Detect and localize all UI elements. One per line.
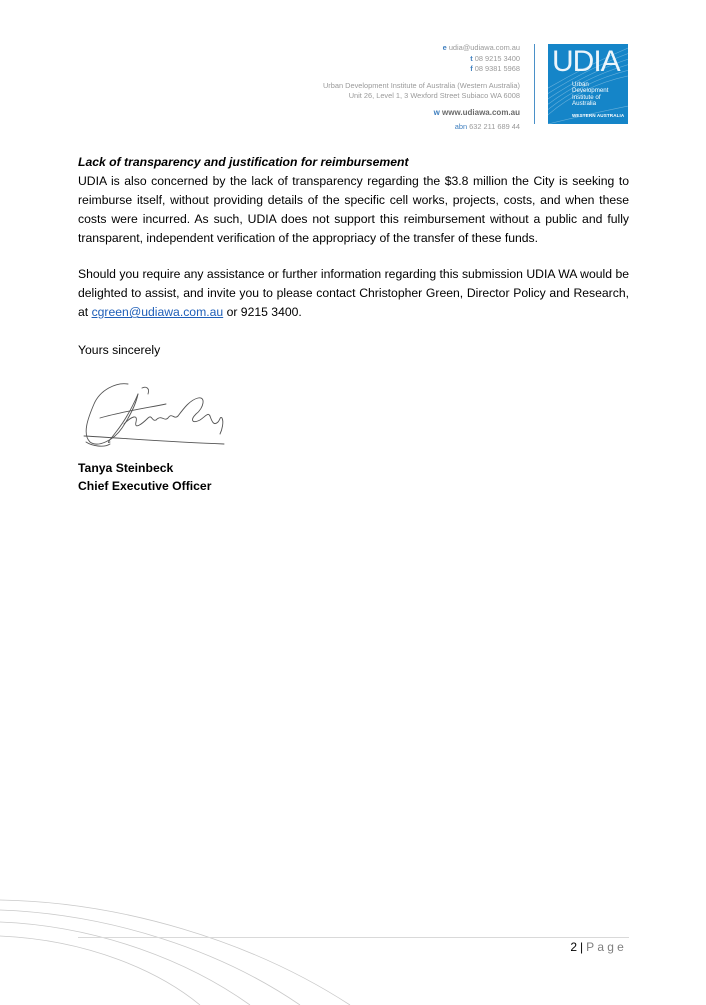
signatory-block [78, 459, 629, 495]
footer-separator: | [580, 940, 584, 954]
udia-logo [548, 44, 628, 124]
org-address: Unit 26, Level 1, 3 Wexford Street Subiaco WA 6008 [348, 91, 520, 101]
contact-email-link[interactable]: cgreen@udiawa.com.au [91, 305, 224, 319]
logo-line-3: Institute of [572, 93, 601, 101]
signatory-title: Chief Executive Officer [78, 479, 212, 493]
logo-region: WESTERN AUSTRALIA [572, 113, 625, 118]
phone-line [323, 54, 520, 65]
paragraph-contact-text: Should you require any assistance or further information regarding this submission UDIA WA would be delighted to assist, and invite you to please contact Christopher Green, Director Policy and Research, at [78, 267, 629, 319]
page-label: Page [586, 940, 627, 954]
paragraph-contact [78, 265, 629, 322]
logo-wordmark: UDIA [552, 45, 620, 78]
logo-fullname [572, 82, 608, 108]
signature [80, 378, 230, 450]
letterhead-phone: 08 9215 3400 [474, 53, 520, 63]
phone-prefix: t [470, 53, 473, 63]
paragraph-contact-end: or 9215 3400. [223, 305, 302, 319]
logo-line-4: Australia [572, 100, 597, 108]
signatory-name: Tanya Steinbeck [78, 461, 174, 475]
letterhead-email[interactable]: udia@udiawa.com.au [448, 43, 520, 52]
section-heading: Lack of transparency and justification for reimbursement [78, 155, 409, 169]
letterhead-divider [534, 44, 535, 124]
org-name: Urban Development Institute of Australia (Western Australia) [322, 80, 520, 90]
page-number: 2 [570, 940, 578, 954]
page-footer [570, 940, 627, 954]
abn-line [323, 122, 520, 133]
email-prefix: e [442, 43, 447, 52]
footer-rule [78, 937, 629, 938]
fax-prefix: f [470, 64, 473, 74]
logo-line-2: Development [572, 87, 609, 95]
fax-line [323, 64, 520, 75]
closing-salutation: Yours sincerely [78, 343, 161, 357]
paragraph-transparency: UDIA is also concerned by the lack of transparency regarding the $3.8 million the City is seeking to reimburse itself, without providing details of the specific cell works, projects, costs, and when these costs were incurred. As such, UDIA does not support this reimbursement without a public and fully transparent, independent verification of the appropriacy of the transfer of these funds. [78, 174, 629, 245]
letterhead-abn: 632 211 689 44 [469, 121, 520, 131]
web-prefix: w [433, 107, 440, 117]
letterhead-web[interactable]: www.udiawa.com.au [442, 107, 520, 117]
logo-line-1: Urban [572, 81, 589, 88]
email-line [323, 43, 520, 54]
letterhead-fax: 08 9381 5968 [474, 64, 520, 74]
web-line [323, 108, 520, 119]
letterhead-contact [323, 43, 520, 132]
abn-prefix: abn [454, 121, 468, 131]
